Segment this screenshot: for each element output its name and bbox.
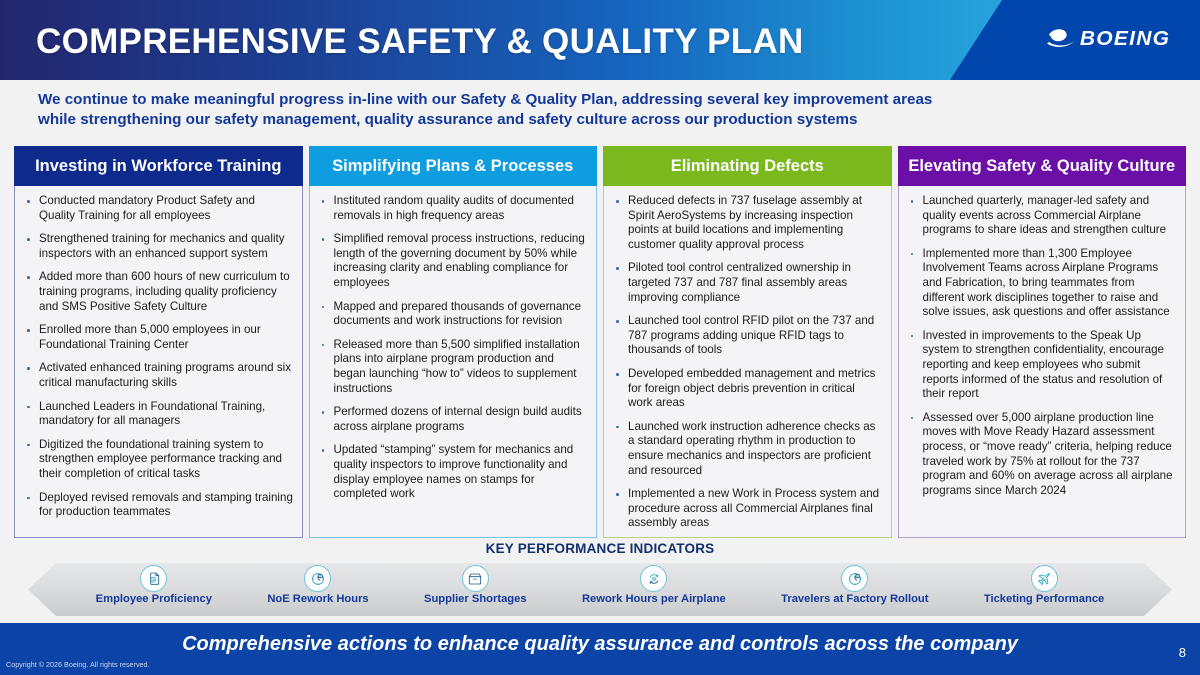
airplane-icon [1031,565,1058,592]
kpi-item[interactable] [424,563,527,605]
bullet-item: Performed dozens of internal design build audits across airplane programs [314,405,589,434]
kpi-item[interactable] [267,563,368,605]
bullet-item: Activated enhanced training programs around six critical manufacturing skills [19,361,294,390]
pillar-columns [14,146,1186,538]
subtitle [38,90,1168,130]
clock-document-icon [841,565,868,592]
bullet-item: Implemented a new Work in Process system and procedure across all Commercial Airplanes final assembly areas [608,487,883,531]
bullet-list [608,194,883,531]
column-body [309,186,598,538]
bullet-list [314,194,589,502]
bullet-item: Developed embedded management and metrics for foreign object debris prevention in critical work areas [608,367,883,411]
kpi-section-title: KEY PERFORMANCE INDICATORS [485,541,715,556]
bullet-item: Invested in improvements to the Speak Up system to strengthen confidentiality, encourage reporting and keep employees who submit reports informed of the status and resolution of their report [903,329,1178,402]
page-title: COMPREHENSIVE SAFETY & QUALITY PLAN [36,22,804,61]
bullet-item: Released more than 5,500 simplified installation plans into airplane program production and began launching “how to” videos to supplement instructions [314,338,589,396]
kpi-label: Ticketing Performance [983,593,1105,605]
kpi-item[interactable] [582,563,726,605]
column-body [898,186,1187,538]
bullet-list [903,194,1178,498]
column-header: Eliminating Defects [603,146,892,186]
bullet-item: Mapped and prepared thousands of governance documents and work instructions for revision [314,300,589,329]
pillar-column-eliminating-defects [603,146,892,538]
bullet-item: Assessed over 5,000 airplane production line moves with Move Ready Hazard assessment process, or “move ready” criteria, helping reduce traveled work by 75% at rollout for the 737 program and 60% on average across all airplane programs since March 2024 [903,411,1178,499]
box-icon [462,565,489,592]
subtitle-line-1: We continue to make meaningful progress in-line with our Safety & Quality Plan, addressing several key improvement areas [38,91,933,108]
bullet-item: Reduced defects in 737 fuselage assembly at Spirit AeroSystems by increasing inspection points at build locations and implementing customer quality approval process [608,194,883,252]
column-body [14,186,303,538]
column-header: Investing in Workforce Training [14,146,303,186]
kpi-label: Rework Hours per Airplane [581,593,726,605]
kpi-label: Supplier Shortages [424,593,527,605]
kpi-item[interactable] [781,563,928,605]
subtitle-line-2: while strengthening our safety management, quality assurance and safety culture across our production systems [38,111,858,128]
bullet-item: Simplified removal process instructions, reducing length of the governing document by 50% while increasing clarity and enabling compliance for employees [314,232,589,290]
kpi-item-list [28,563,1172,616]
cycle-arrows-icon [640,565,667,592]
boeing-swoosh-icon [1046,26,1076,52]
bullet-item: Instituted random quality audits of documented removals in high frequency areas [314,194,589,223]
bullet-item: Piloted tool control centralized ownership in targeted 737 and 787 final assembly areas improving compliance [608,261,883,305]
bullet-item: Strengthened training for mechanics and quality inspectors with an enhanced support system [19,232,294,261]
bullet-item: Deployed revised removals and stamping training for production teammates [19,491,294,520]
slide-header [0,0,1200,80]
kpi-item[interactable] [96,563,212,605]
boeing-logo [1046,26,1171,52]
bullet-item: Implemented more than 1,300 Employee Involvement Teams across Airplane Programs and Fabrication, to bring teammates from different work disciplines together to raise and solve issues, ask questions and offer assistance [903,247,1178,320]
svg-text:h: h [319,574,322,578]
kpi-label: Employee Proficiency [95,593,212,605]
kpi-label: NoE Rework Hours [267,593,369,605]
bullet-item: Updated “stamping” system for mechanics and quality inspectors to improve functionality and display employee names on stamps for completed work [314,443,589,501]
column-body [603,186,892,538]
bullet-item: Enrolled more than 5,000 employees in our Foundational Training Center [19,323,294,352]
copyright-notice: Copyright © 2026 Boeing. All rights reserved. [6,660,150,669]
bullet-item: Launched Leaders in Foundational Training, mandatory for all managers [19,400,294,429]
pillar-column-simplifying-plans [309,146,598,538]
bullet-item: Digitized the foundational training system to strengthen employee performance tracking and their completion of critical tasks [19,438,294,482]
bullet-item: Conducted mandatory Product Safety and Quality Training for all employees [19,194,294,223]
bullet-list [19,194,294,520]
column-header: Elevating Safety & Quality Culture [898,146,1187,186]
kpi-item[interactable] [984,563,1104,605]
svg-text:R: R [856,574,859,578]
page-number: 8 [1178,645,1186,660]
bullet-item: Added more than 600 hours of new curriculum to training programs, including quality proficiency and SMS Positive Safety Culture [19,270,294,314]
bullet-item: Launched work instruction adherence checks as a standard operating rhythm in production to ensure mechanics and inspectors are proficient and resourced [608,420,883,478]
footer-tagline: Comprehensive actions to enhance quality assurance and controls across the company [182,633,1018,655]
bullet-item: Launched tool control RFID pilot on the 737 and 787 programs adding unique RFID tags to thousands of tools [608,314,883,358]
pillar-column-workforce-training [14,146,303,538]
pillar-column-safety-quality-culture [898,146,1187,538]
column-header: Simplifying Plans & Processes [309,146,598,186]
boeing-wordmark: BOEING [1079,27,1171,50]
kpi-label: Travelers at Factory Rollout [781,593,929,605]
clock-gauge-icon [304,565,331,592]
bullet-item: Launched quarterly, manager-led safety and quality events across Commercial Airplane programs to share ideas and strengthen culture [903,194,1178,238]
document-check-icon [140,565,167,592]
